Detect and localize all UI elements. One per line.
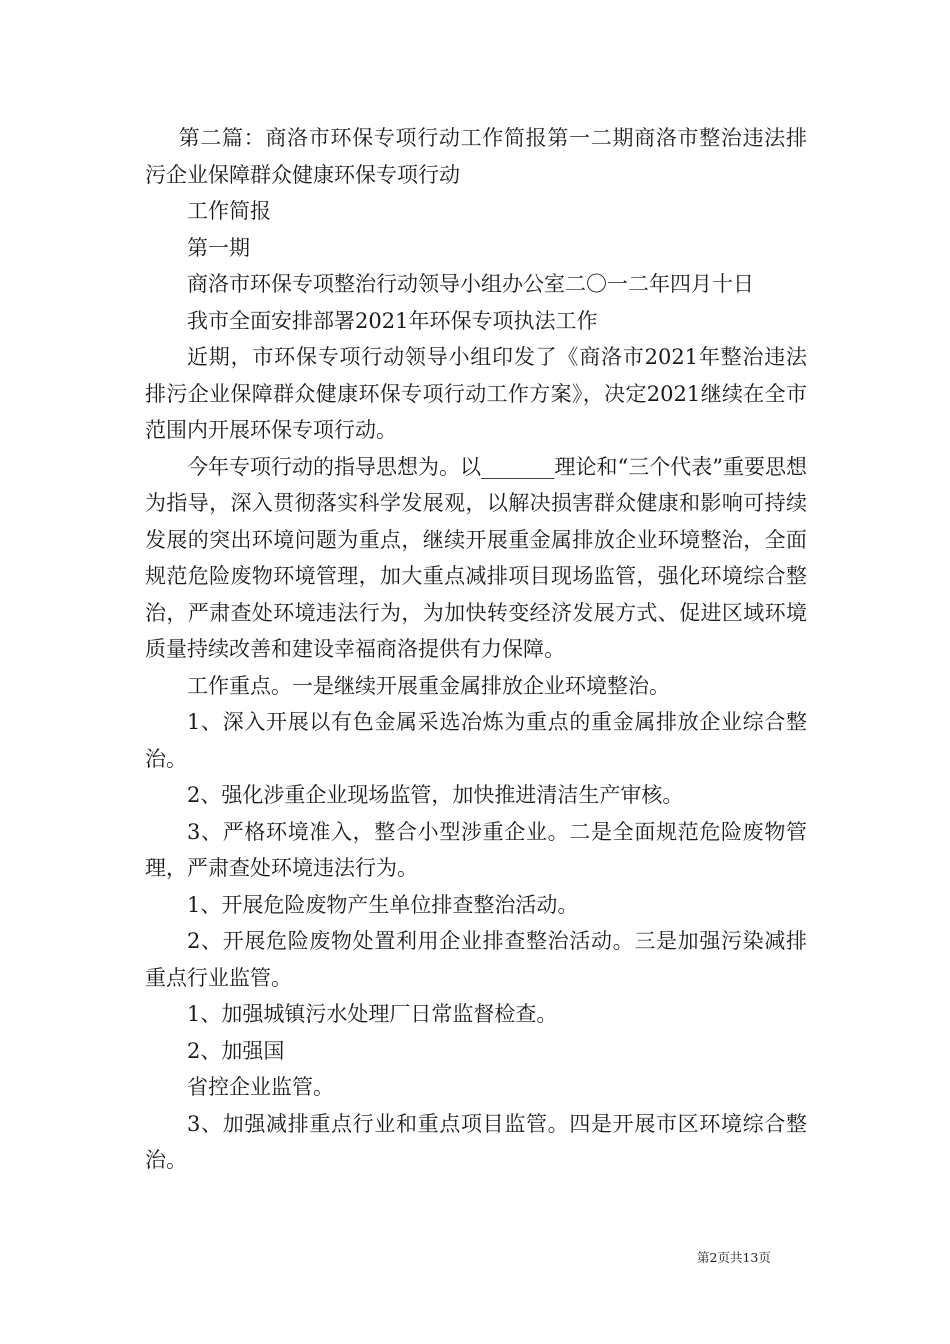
list-item: 1、加强城镇污水处理厂日常监督检查。 bbox=[187, 1002, 558, 1026]
list-item-continuation: 省控企业监管。 bbox=[187, 1075, 334, 1099]
document-body bbox=[145, 120, 807, 1179]
paragraph-issue-number: 第一期 bbox=[187, 235, 250, 260]
list-item: 2、开展危险废物处置利用企业排查整治活动。三是加强污染减排重点行业监管。 bbox=[145, 929, 807, 990]
paragraph-guiding-ideology: 今年专项行动的指导思想为。以_______理论和“三个代表”重要思想为指导，深入贯彻落实科学发展观，以解决损害群众健康和影响可持续发展的突出环境问题为重点，继续开展重金属排放企业环境整治，全面规范危险废物环境管理，加大重点减排项目现场监管，强化环境综合整治，严肃查处环境违法行为，为加快转变经济发展方式、促进区域环境质量持续改善和建设幸福商洛提供有力保障。 bbox=[145, 454, 807, 661]
paragraph-intro: 近期，市环保专项行动领导小组印发了《商洛市2021年整治违法排污企业保障群众健康环保专项行动工作方案》，决定2021继续在全市范围内开展环保专项行动。 bbox=[145, 345, 807, 442]
list-item: 3、加强减排重点行业和重点项目监管。四是开展市区环境综合整治。 bbox=[145, 1111, 807, 1172]
list-item: 1、深入开展以有色金属采选冶炼为重点的重金属排放企业综合整治。 bbox=[145, 710, 807, 771]
list-item: 3、严格环境准入，整合小型涉重企业。二是全面规范危险废物管理，严肃查处环境违法行为。 bbox=[145, 819, 807, 880]
list-item: 2、加强国 bbox=[187, 1038, 285, 1063]
paragraph-bulletin-label: 工作简报 bbox=[187, 199, 271, 223]
paragraph-issuer-date: 商洛市环保专项整治行动领导小组办公室二〇一二年四月十日 bbox=[187, 272, 754, 296]
paragraph-work-focus: 工作重点。一是继续开展重金属排放企业环境整治。 bbox=[187, 673, 670, 698]
page-footer-number: 第2页共13页 bbox=[697, 1250, 771, 1265]
paragraph-headline: 我市全面安排部署2021年环保专项执法工作 bbox=[187, 308, 598, 333]
list-item: 2、强化涉重企业现场监管，加快推进清洁生产审核。 bbox=[187, 783, 684, 807]
document-title: 第二篇：商洛市环保专项行动工作简报第一二期商洛市整治违法排污企业保障群众健康环保专项行动 bbox=[145, 126, 807, 187]
list-item: 1、开展危险废物产生单位排查整治活动。 bbox=[187, 892, 579, 917]
